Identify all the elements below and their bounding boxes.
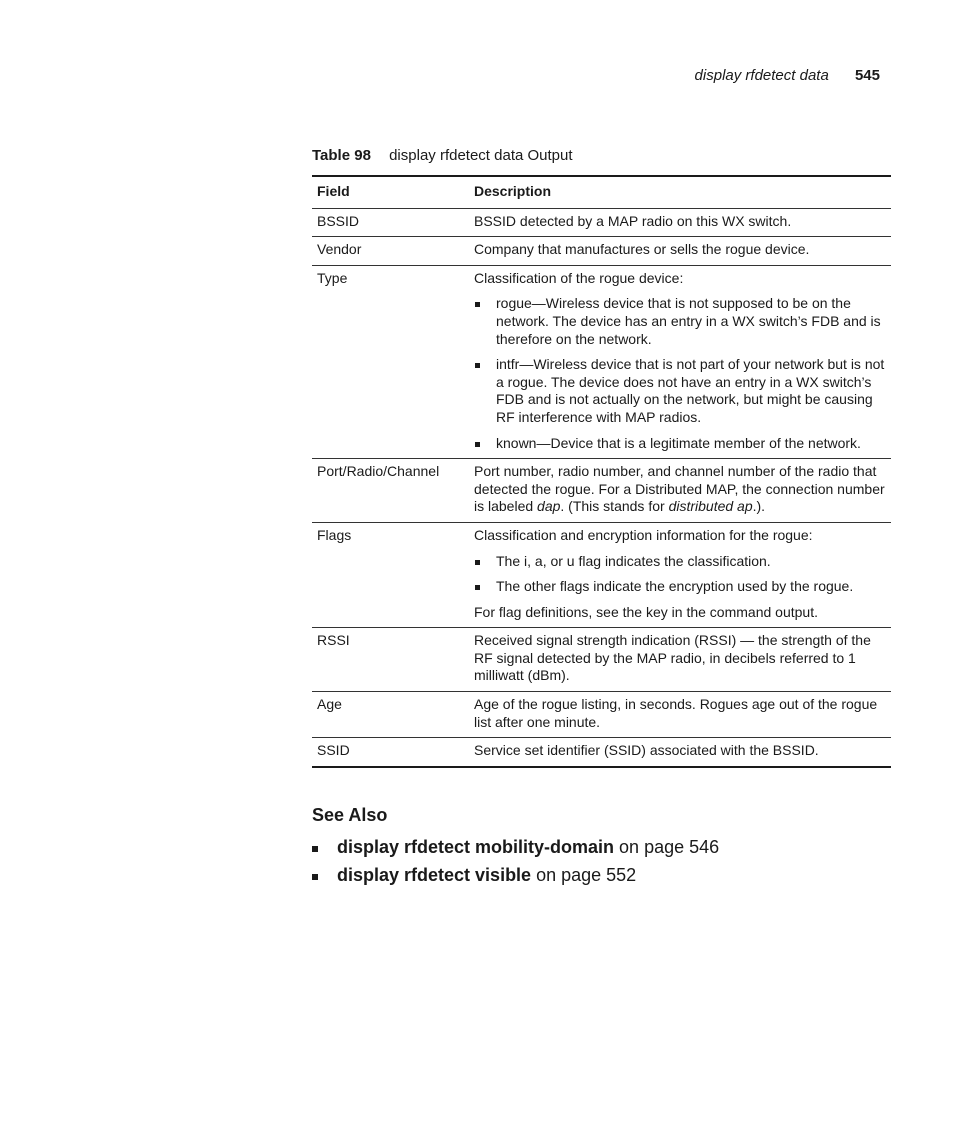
table-row bbox=[312, 628, 891, 692]
desc-text: .). bbox=[752, 498, 766, 515]
flags-bullet-list bbox=[474, 553, 885, 596]
field-cell: RSSI bbox=[312, 628, 469, 692]
see-also-item bbox=[312, 861, 719, 889]
column-header-field: Field bbox=[312, 176, 469, 208]
table-row bbox=[312, 208, 891, 237]
table-row bbox=[312, 459, 891, 523]
table-caption-number: Table 98 bbox=[312, 147, 371, 164]
table-row bbox=[312, 237, 891, 266]
bullet-item: known—Device that is a legitimate member of the network. bbox=[474, 435, 885, 453]
description-cell: BSSID detected by a MAP radio on this WX switch. bbox=[469, 208, 891, 237]
table-row bbox=[312, 692, 891, 738]
field-cell: Vendor bbox=[312, 237, 469, 266]
see-also-page-ref: on page 546 bbox=[614, 837, 720, 857]
field-cell: Type bbox=[312, 265, 469, 458]
bullet-item: The i, a, or u flag indicates the classification. bbox=[474, 553, 885, 571]
see-also-command-link[interactable]: display rfdetect visible bbox=[337, 865, 532, 885]
running-header bbox=[695, 66, 880, 86]
description-cell: Received signal strength indication (RSSI) — the strength of the RF signal detected by the MAP radio, in decibels referred to 1 milliwatt (dBm). bbox=[469, 628, 891, 692]
field-cell: BSSID bbox=[312, 208, 469, 237]
description-cell: Age of the rogue listing, in seconds. Rogues age out of the rogue list after one minute. bbox=[469, 692, 891, 738]
table-row bbox=[312, 265, 891, 458]
bullet-item: rogue—Wireless device that is not supposed to be on the network. The device has an entry in a WX switch’s FDB and is therefore on the network. bbox=[474, 295, 885, 348]
table-row bbox=[312, 522, 891, 627]
page-number: 545 bbox=[854, 67, 880, 84]
see-also-command-link[interactable]: display rfdetect mobility-domain bbox=[337, 837, 615, 857]
see-also-page-ref: on page 552 bbox=[531, 865, 637, 885]
table-caption-title: display rfdetect data Output bbox=[389, 147, 573, 164]
description-intro: Classification and encryption information for the rogue: bbox=[474, 526, 813, 543]
field-cell: Age bbox=[312, 692, 469, 738]
desc-text: . (This stands for bbox=[560, 498, 669, 515]
column-header-description: Description bbox=[469, 176, 891, 208]
description-cell bbox=[469, 522, 891, 627]
output-fields-table bbox=[312, 175, 891, 768]
description-cell bbox=[469, 459, 891, 523]
table-row bbox=[312, 738, 891, 767]
description-cell: Company that manufactures or sells the rogue device. bbox=[469, 237, 891, 266]
table-caption bbox=[312, 146, 573, 166]
table-header-row bbox=[312, 176, 891, 208]
description-outro: For flag definitions, see the key in the command output. bbox=[474, 603, 818, 620]
description-cell bbox=[469, 265, 891, 458]
field-cell: SSID bbox=[312, 738, 469, 767]
desc-text: Port number, radio number, and channel number of the radio that detected the rogue. For a Distributed MAP, the connection number is labeled bbox=[474, 463, 885, 515]
field-cell: Port/Radio/Channel bbox=[312, 459, 469, 523]
bullet-item: intfr—Wireless device that is not part of your network but is not a rogue. The device does not have an entry in a WX switch’s FDB and is not actually on the network, but might be causing RF interference with MAP radios. bbox=[474, 356, 885, 426]
header-title: display rfdetect data bbox=[694, 67, 829, 84]
see-also-section bbox=[312, 803, 719, 889]
desc-emphasis: dap bbox=[537, 498, 561, 515]
type-bullet-list bbox=[474, 295, 885, 452]
see-also-list bbox=[312, 833, 719, 889]
bullet-item: The other flags indicate the encryption used by the rogue. bbox=[474, 578, 885, 596]
see-also-item bbox=[312, 833, 719, 861]
description-cell: Service set identifier (SSID) associated with the BSSID. bbox=[469, 738, 891, 767]
field-cell: Flags bbox=[312, 522, 469, 627]
see-also-heading: See Also bbox=[312, 805, 388, 825]
desc-emphasis: distributed ap bbox=[668, 498, 753, 515]
description-intro: Classification of the rogue device: bbox=[474, 269, 684, 286]
